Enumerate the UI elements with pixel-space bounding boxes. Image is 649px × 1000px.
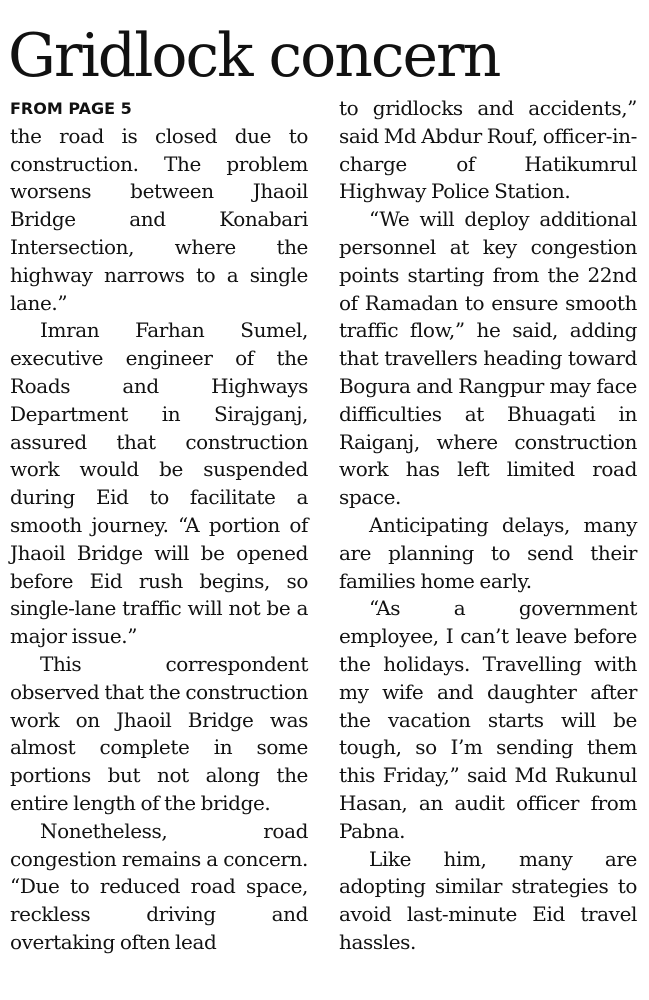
paragraph: Imran Farhan Sumel, executive engineer of the Roads and Highways Department in Sirajganj, assured that construction work would be suspended during Eid to facilitate a smooth journey. “A portion of Jhaoil Bridge will be opened before Eid rush begins, so single-lane traffic will not be a major issue.” — [10, 318, 308, 649]
headline: Gridlock concern — [8, 21, 500, 91]
article-column-left — [10, 95, 308, 957]
paragraph: Nonetheless, road congestion remains a concern. “Due to reduced road space, reckless driving and overtaking often lead — [10, 818, 308, 954]
paragraph: to gridlocks and accidents,” said Md Abdur Rouf, officer-in-charge of Hatikumrul Highway Police Station. — [339, 96, 637, 204]
continued-from-label: FROM PAGE 5 — [10, 99, 132, 118]
paragraph: This correspondent observed that the construction work on Jhaoil Bridge was almost complete in some portions but not along the entire length of the bridge. — [10, 651, 308, 815]
paragraph: “We will deploy additional personnel at key congestion points starting from the 22nd of Ramadan to ensure smooth traffic flow,” he said, adding that travellers heading toward Bogura and Rangpur may face difficulties at Bhuagati in Raiganj, where construction work has left limited road space. — [339, 207, 637, 510]
paragraph: Like him, many are adopting similar strategies to avoid last-minute Eid travel hassles. — [339, 846, 637, 954]
paragraph: the road is closed due to construction. The problem worsens between Jhaoil Bridge and Konabari Intersection, where the highway narrows to a single lane.” — [10, 123, 308, 315]
paragraph: “As a government employee, I can’t leave before the holidays. Travelling with my wife and daughter after the vacation starts will be tough, so I’m sending them this Friday,” said Md Rukunul Hasan, an audit officer from Pabna. — [339, 596, 637, 843]
paragraph: Anticipating delays, many are planning to send their families home early. — [339, 512, 637, 593]
article-column-right — [339, 95, 637, 957]
